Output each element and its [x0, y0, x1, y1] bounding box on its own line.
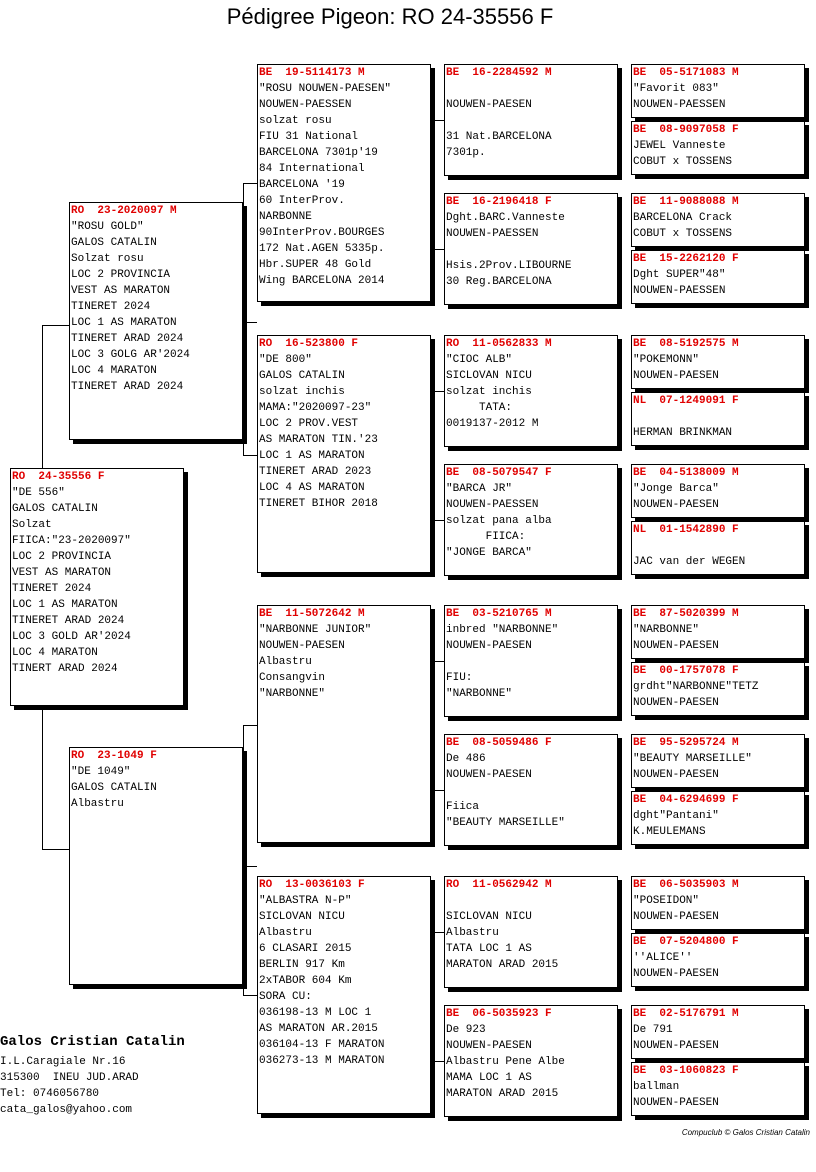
pigeon-card-g5d: [631, 250, 805, 304]
pigeon-info-line: NOUWEN-PAESSEN: [446, 499, 539, 511]
pigeon-info-line: "NARBONNE": [633, 624, 700, 636]
pigeon-info-line: TINERET BIHOR 2018: [259, 498, 378, 510]
pigeon-info-line: "DE 800": [259, 354, 312, 366]
pigeon-card-g3c: [257, 605, 431, 843]
pigeon-info-line: Albastru: [259, 927, 312, 939]
pigeon-info-line: [445, 242, 617, 258]
ring-number: RO 16-523800 F: [259, 338, 359, 350]
pigeon-info-line: solzat pana alba: [446, 515, 552, 527]
pigeon-info-line: SICLOVAN NICU: [259, 911, 345, 923]
pigeon-info-line: Albastru Pene Albe: [446, 1056, 565, 1068]
ring-number: BE 16-2196418 F: [446, 196, 552, 208]
pigeon-info-line: FIU 31 National: [259, 131, 359, 143]
pigeon-info-line: NOUWEN-PAESEN: [633, 769, 719, 781]
pigeon-info-line: NARBONNE: [259, 211, 312, 223]
pigeon-info-line: FIICA:"23-2020097": [12, 535, 131, 547]
pigeon-info-line: TINERET ARAD 2024: [12, 615, 125, 627]
pigeon-card-g5i: [631, 605, 805, 659]
connector-line: [42, 849, 69, 850]
pigeon-card-g5p: [631, 1062, 805, 1116]
pigeon-info-line: 036198-13 M LOC 1: [259, 1007, 372, 1019]
pigeon-info-line: De 486: [446, 753, 486, 765]
pigeon-info-line: GALOS CATALIN: [71, 782, 157, 794]
owner-address: I.L.Caragiale Nr.16: [0, 1056, 126, 1068]
connector-line: [431, 391, 444, 392]
page-title: Pédigree Pigeon: RO 24-35556 F: [226, 4, 554, 29]
pigeon-info-line: MARATON ARAD 2015: [446, 1088, 559, 1100]
pigeon-info-line: TINERET 2024: [12, 583, 92, 595]
pigeon-info-line: TINERT ARAD 2024: [12, 663, 118, 675]
pigeon-card-g3b: [257, 335, 431, 573]
pigeon-info-line: NOUWEN-PAESSEN: [259, 99, 352, 111]
pigeon-info-line: [445, 81, 617, 97]
pigeon-info-line: K.MEULEMANS: [633, 826, 706, 838]
ring-number: BE 87-5020399 M: [633, 608, 739, 620]
pigeon-info-line: 2xTABOR 604 Km: [259, 975, 352, 987]
pigeon-info-line: inbred "NARBONNE": [446, 624, 559, 636]
ring-number: RO 24-35556 F: [12, 471, 105, 483]
pigeon-info-line: "POSEIDON": [633, 895, 700, 907]
pigeon-info-line: LOC 2 PROVINCIA: [12, 551, 112, 563]
ring-number: BE 05-5171083 M: [633, 67, 739, 79]
pigeon-info-line: 172 Nat.AGEN 5335p.: [259, 243, 385, 255]
ring-number: RO 11-0562833 M: [446, 338, 552, 350]
pigeon-info-line: Hbr.SUPER 48 Gold: [259, 259, 372, 271]
pigeon-info-line: 036273-13 M MARATON: [259, 1055, 385, 1067]
pigeon-card-g4a: [444, 64, 618, 176]
pigeon-info-line: 0019137-2012 M: [446, 418, 539, 430]
pigeon-info-line: 90InterProv.BOURGES: [259, 227, 385, 239]
ring-number: BE 06-5035903 M: [633, 879, 739, 891]
owner-email[interactable]: cata_galos@yahoo.com: [0, 1104, 133, 1116]
pigeon-info-line: 31 Nat.BARCELONA: [446, 131, 552, 143]
pigeon-info-line: NOUWEN-PAESEN: [446, 769, 532, 781]
pigeon-card-g4g: [444, 876, 618, 988]
owner-phone: Tel: 0746056780: [0, 1088, 100, 1100]
pigeon-info-line: MAMA:"2020097-23": [259, 402, 372, 414]
connector-line: [42, 325, 43, 468]
pigeon-info-line: 7301p.: [446, 147, 486, 159]
pigeon-card-g4e: [444, 605, 618, 717]
pigeon-info-line: NOUWEN-PAESSEN: [633, 285, 726, 297]
pigeon-info-line: "BARCA JR": [446, 483, 513, 495]
pigeon-card-g5e: [631, 335, 805, 389]
ring-number: BE 02-5176791 M: [633, 1008, 739, 1020]
connector-line: [431, 391, 432, 520]
pigeon-info-line: 60 InterProv.: [259, 195, 345, 207]
pigeon-info-line: TATA LOC 1 AS: [446, 943, 532, 955]
pigeon-info-line: LOC 4 MARATON: [12, 647, 98, 659]
pigeon-info-line: NOUWEN-PAESSEN: [446, 228, 539, 240]
pigeon-card-g4h: [444, 1005, 618, 1117]
pigeon-info-line: SORA CU:: [259, 991, 312, 1003]
pigeon-info-line: 6 CLASARI 2015: [259, 943, 352, 955]
pigeon-info-line: "ROSU NOUWEN-PAESEN": [259, 83, 392, 95]
pigeon-info-line: NOUWEN-PAESEN: [259, 640, 345, 652]
pigeon-card-g5c: [631, 193, 805, 247]
ring-number: BE 08-9097058 F: [633, 124, 739, 136]
pigeon-info-line: 30 Reg.BARCELONA: [446, 276, 552, 288]
pigeon-info-line: AS MARATON TIN.'23: [259, 434, 378, 446]
pigeon-card-g5n: [631, 933, 805, 987]
pigeon-info-line: BERLIN 917 Km: [259, 959, 345, 971]
connector-line: [431, 661, 444, 662]
pigeon-info-line: Albastru: [259, 656, 312, 668]
connector-line: [431, 932, 444, 933]
pigeon-card-g4d: [444, 464, 618, 576]
pigeon-info-line: De 923: [446, 1024, 486, 1036]
ring-number: BE 08-5059486 F: [446, 737, 552, 749]
ring-number: BE 04-5138009 M: [633, 467, 739, 479]
pigeon-info-line: BARCELONA Crack: [633, 212, 733, 224]
pigeon-info-line: [632, 538, 804, 554]
pigeon-info-line: Dght SUPER"48": [633, 269, 726, 281]
pigeon-info-line: NOUWEN-PAESEN: [446, 640, 532, 652]
pigeon-info-line: "Favorit 083": [633, 83, 719, 95]
pigeon-info-line: solzat rosu: [259, 115, 332, 127]
pigeon-card-g5g: [631, 464, 805, 518]
pigeon-info-line: LOC 2 PROV.VEST: [259, 418, 359, 430]
owner-city: 315300 INEU JUD.ARAD: [0, 1072, 139, 1084]
pigeon-info-line: Dght.BARC.Vanneste: [446, 212, 565, 224]
pigeon-info-line: SICLOVAN NICU: [446, 911, 532, 923]
pigeon-card-g5a: [631, 64, 805, 118]
owner-name: Galos Cristian Catalin: [0, 1034, 185, 1050]
pigeon-card-g2b: [69, 747, 243, 985]
pigeon-info-line: dght"Pantani": [633, 810, 719, 822]
pigeon-info-line: De 791: [633, 1024, 673, 1036]
pigeon-info-line: "DE 1049": [71, 766, 131, 778]
connector-line: [243, 183, 257, 184]
ring-number: BE 03-1060823 F: [633, 1065, 739, 1077]
ring-number: NL 01-1542890 F: [633, 524, 739, 536]
pigeon-info-line: "DE 556": [12, 487, 65, 499]
ring-number: RO 13-0036103 F: [259, 879, 365, 891]
pigeon-info-line: TINERET ARAD 2024: [71, 381, 184, 393]
pigeon-info-line: "BEAUTY MARSEILLE": [633, 753, 752, 765]
pigeon-card-g5k: [631, 734, 805, 788]
connector-line: [431, 249, 444, 250]
connector-line: [431, 661, 432, 790]
ring-number: BE 15-2262120 F: [633, 253, 739, 265]
pigeon-info-line: Albastru: [446, 927, 499, 939]
pigeon-info-line: Solzat: [12, 519, 52, 531]
connector-line: [243, 455, 257, 456]
pigeon-info-line: NOUWEN-PAESEN: [633, 640, 719, 652]
pigeon-info-line: BARCELONA '19: [259, 179, 345, 191]
pigeon-info-line: VEST AS MARATON: [71, 285, 171, 297]
pigeon-info-line: COBUT x TOSSENS: [633, 228, 733, 240]
ring-number: BE 95-5295724 M: [633, 737, 739, 749]
pigeon-info-line: TINERET ARAD 2023: [259, 466, 372, 478]
pigeon-card-g5f: [631, 392, 805, 446]
pigeon-info-line: NOUWEN-PAESEN: [633, 968, 719, 980]
pigeon-info-line: MARATON ARAD 2015: [446, 959, 559, 971]
pigeon-info-line: solzat inchis: [259, 386, 345, 398]
ring-number: RO 11-0562942 M: [446, 879, 552, 891]
pigeon-info-line: COBUT x TOSSENS: [633, 156, 733, 168]
pigeon-card-g5b: [631, 121, 805, 175]
pigeon-card-g5j: [631, 662, 805, 716]
pigeon-info-line: Fiica: [446, 801, 480, 813]
pigeon-info-line: BARCELONA 7301p'19: [259, 147, 378, 159]
connector-line: [431, 120, 444, 121]
pigeon-info-line: AS MARATON AR.2015: [259, 1023, 378, 1035]
pigeon-info-line: NOUWEN-PAESEN: [633, 1097, 719, 1109]
pigeon-info-line: VEST AS MARATON: [12, 567, 112, 579]
pigeon-card-g1: [10, 468, 184, 706]
connector-line: [243, 183, 244, 455]
pigeon-info-line: [632, 409, 804, 425]
connector-line: [243, 725, 257, 726]
pigeon-info-line: JAC van der WEGEN: [633, 556, 746, 568]
footer-credit: Compuclub © Galos Cristian Catalin: [681, 1128, 810, 1137]
pigeon-info-line: 036104-13 F MARATON: [259, 1039, 385, 1051]
pigeon-info-line: ''ALICE'': [633, 952, 693, 964]
pigeon-info-line: "ROSU GOLD": [71, 221, 144, 233]
pigeon-info-line: NOUWEN-PAESEN: [446, 1040, 532, 1052]
pigeon-info-line: "NARBONNE JUNIOR": [259, 624, 372, 636]
pigeon-info-line: Consangvin: [259, 672, 326, 684]
pigeon-info-line: LOC 2 PROVINCIA: [71, 269, 171, 281]
pigeon-info-line: NOUWEN-PAESEN: [633, 370, 719, 382]
ring-number: RO 23-2020097 M: [71, 205, 177, 217]
pigeon-info-line: LOC 4 MARATON: [71, 365, 157, 377]
pigeon-info-line: 84 International: [259, 163, 365, 175]
connector-line: [243, 995, 257, 996]
connector-line: [243, 725, 244, 995]
pigeon-info-line: Hsis.2Prov.LIBOURNE: [446, 260, 572, 272]
pigeon-info-line: SICLOVAN NICU: [446, 370, 532, 382]
pigeon-info-line: [445, 654, 617, 670]
pigeon-card-g5h: [631, 521, 805, 575]
pigeon-card-g4f: [444, 734, 618, 846]
pigeon-info-line: GALOS CATALIN: [71, 237, 157, 249]
ring-number: BE 04-6294699 F: [633, 794, 739, 806]
pigeon-card-g3d: [257, 876, 431, 1114]
pigeon-info-line: FIICA:: [446, 531, 526, 543]
connector-line: [431, 120, 432, 249]
connector-line: [431, 790, 444, 791]
pigeon-card-g2a: [69, 202, 243, 440]
pigeon-card-g5m: [631, 876, 805, 930]
pigeon-info-line: "NARBONNE": [259, 688, 326, 700]
pigeon-info-line: FIU:: [446, 672, 473, 684]
pigeon-info-line: MAMA LOC 1 AS: [446, 1072, 532, 1084]
pigeon-info-line: GALOS CATALIN: [12, 503, 98, 515]
ring-number: BE 19-5114173 M: [259, 67, 365, 79]
pigeon-info-line: NOUWEN-PAESSEN: [633, 99, 726, 111]
pigeon-info-line: HERMAN BRINKMAN: [633, 427, 733, 439]
connector-line: [431, 932, 432, 1061]
pigeon-card-g4c: [444, 335, 618, 447]
pigeon-card-g5l: [631, 791, 805, 845]
pigeon-info-line: "BEAUTY MARSEILLE": [446, 817, 565, 829]
pigeon-info-line: "POKEMONN": [633, 354, 700, 366]
ring-number: BE 16-2284592 M: [446, 67, 552, 79]
pigeon-card-g4b: [444, 193, 618, 305]
ring-number: NL 07-1249091 F: [633, 395, 739, 407]
pigeon-info-line: NOUWEN-PAESEN: [633, 499, 719, 511]
pigeon-info-line: TINERET 2024: [71, 301, 151, 313]
pigeon-info-line: Solzat rosu: [71, 253, 144, 265]
connector-line: [42, 325, 69, 326]
connector-line: [243, 866, 257, 867]
pigeon-card-g5o: [631, 1005, 805, 1059]
pigeon-info-line: NOUWEN-PAESEN: [446, 99, 532, 111]
ring-number: BE 08-5079547 F: [446, 467, 552, 479]
owner-block: [0, 1034, 185, 1118]
ring-number: BE 07-5204800 F: [633, 936, 739, 948]
pigeon-info-line: NOUWEN-PAESEN: [633, 911, 719, 923]
pigeon-info-line: NOUWEN-PAESEN: [633, 697, 719, 709]
ring-number: BE 06-5035923 F: [446, 1008, 552, 1020]
connector-line: [431, 520, 444, 521]
pigeon-info-line: ballman: [633, 1081, 680, 1093]
pigeon-info-line: grdht"NARBONNE"TETZ: [633, 681, 759, 693]
pigeon-info-line: LOC 1 AS MARATON: [259, 450, 365, 462]
ring-number: BE 08-5192575 M: [633, 338, 739, 350]
connector-line: [42, 706, 43, 849]
pigeon-info-line: Wing BARCELONA 2014: [259, 275, 385, 287]
ring-number: RO 23-1049 F: [71, 750, 157, 762]
pigeon-info-line: "CIOC ALB": [446, 354, 513, 366]
ring-number: BE 11-9088088 M: [633, 196, 739, 208]
pigeon-info-line: Albastru: [71, 798, 124, 810]
pigeon-info-line: LOC 4 AS MARATON: [259, 482, 365, 494]
ring-number: BE 11-5072642 M: [259, 608, 365, 620]
connector-line: [243, 322, 257, 323]
pigeon-info-line: "ALBASTRA N-P": [259, 895, 352, 907]
pigeon-info-line: TATA:: [446, 402, 513, 414]
pigeon-info-line: solzat inchis: [446, 386, 532, 398]
ring-number: BE 00-1757078 F: [633, 665, 739, 677]
pigeon-info-line: LOC 1 AS MARATON: [12, 599, 118, 611]
pigeon-info-line: LOC 3 GOLG AR'2024: [71, 349, 190, 361]
pigeon-info-line: TINERET ARAD 2024: [71, 333, 184, 345]
pigeon-info-line: LOC 3 GOLD AR'2024: [12, 631, 131, 643]
pigeon-info-line: LOC 1 AS MARATON: [71, 317, 177, 329]
connector-line: [431, 1061, 444, 1062]
pigeon-info-line: [445, 113, 617, 129]
ring-number: BE 03-5210765 M: [446, 608, 552, 620]
pigeon-info-line: GALOS CATALIN: [259, 370, 345, 382]
pigeon-info-line: "NARBONNE": [446, 688, 513, 700]
pigeon-info-line: [445, 893, 617, 909]
pigeon-info-line: "Jonge Barca": [633, 483, 719, 495]
pigeon-info-line: "JONGE BARCA": [446, 547, 532, 559]
pigeon-info-line: NOUWEN-PAESEN: [633, 1040, 719, 1052]
pigeon-info-line: [445, 783, 617, 799]
pigeon-card-g3a: [257, 64, 431, 302]
pigeon-info-line: JEWEL Vanneste: [633, 140, 726, 152]
